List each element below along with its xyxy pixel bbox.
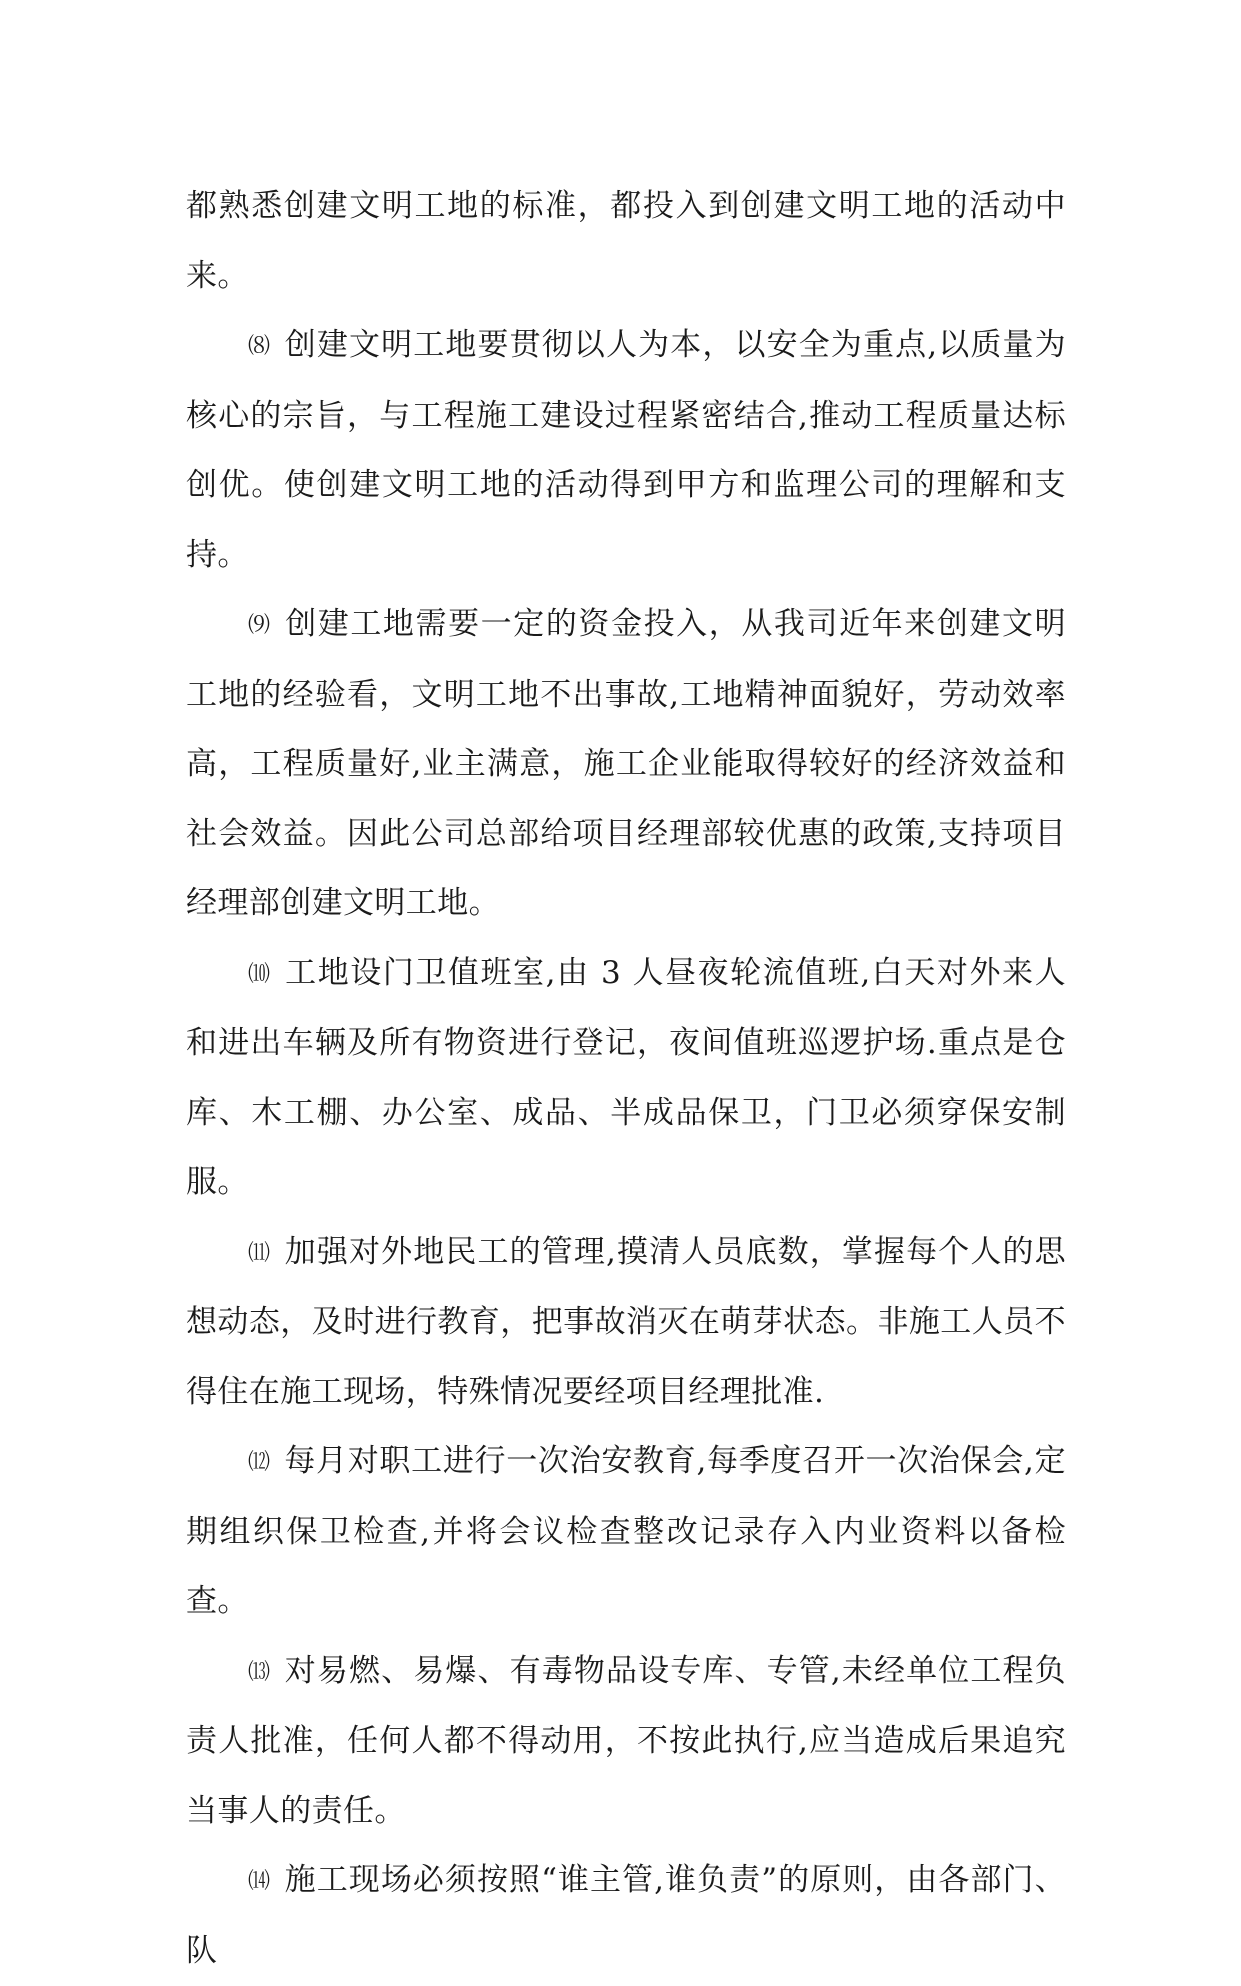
- paragraph-continuation: [186, 172, 1066, 311]
- item-number: ⑼: [248, 613, 272, 638]
- paragraph-text: 每月对职工进行一次治安教育,每季度召开一次治保会,定期组织保卫检查,并将会议检查整改记录存入内业资料以备检查。: [186, 1443, 1066, 1619]
- item-number: ⑾: [248, 1240, 271, 1266]
- paragraph-item-11: [186, 1218, 1066, 1428]
- item-number: ⑻: [248, 334, 271, 359]
- paragraph-text: 工地设门卫值班室,由 3 人昼夜轮流值班,白天对外来人和进出车辆及所有物资进行登记，夜间值班巡逻护场.重点是仓库、木工棚、办公室、成品、半成品保卫，门卫必须穿保安制服。: [186, 954, 1066, 1200]
- paragraph-text: 创建工地需要一定的资金投入，从我司近年来创建文明工地的经验看，文明工地不出事故,工地精神面貌好，劳动效率高，工程质量好,业主满意，施工企业能取得较好的经济效益和社会效益。因此公司总部给项目经理部较优惠的政策,支持项目经理部创建文明工地。: [186, 606, 1066, 921]
- paragraph-text: 对易燃、易爆、有毒物品设专库、专管,未经单位工程负责人批准，任何人都不得动用，不按此执行,应当造成后果追究当事人的责任。: [186, 1652, 1066, 1829]
- paragraph-text: 加强对外地民工的管理,摸清人员底数，掌握每个人的思想动态，及时进行教育，把事故消灭在萌芽状态。非施工人员不得住在施工现场，特殊情况要经项目经理批准.: [186, 1233, 1066, 1410]
- paragraph-text: 创建文明工地要贯彻以人为本，以安全为重点,以质量为核心的宗旨，与工程施工建设过程紧密结合,推动工程质量达标创优。使创建文明工地的活动得到甲方和监理公司的理解和支持。: [186, 327, 1066, 573]
- paragraph-item-13: [186, 1637, 1066, 1847]
- document-body: [186, 172, 1066, 1986]
- paragraph-item-12: [186, 1427, 1066, 1637]
- item-number: ⒁: [248, 1869, 271, 1894]
- paragraph-text: 施工现场必须按照“谁主管,谁负责”的原则，由各部门、队: [186, 1862, 1066, 1969]
- paragraph-item-8: [186, 311, 1066, 590]
- paragraph-text: 都熟悉创建文明工地的标准，都投入到创建文明工地的活动中来。: [186, 188, 1066, 294]
- item-number: ⒀: [248, 1659, 271, 1685]
- paragraph-item-10: [186, 939, 1066, 1218]
- paragraph-item-9: [186, 590, 1066, 939]
- item-number: ⑿: [248, 1450, 271, 1475]
- item-number: ⑽: [248, 961, 272, 987]
- paragraph-item-14: [186, 1846, 1066, 1986]
